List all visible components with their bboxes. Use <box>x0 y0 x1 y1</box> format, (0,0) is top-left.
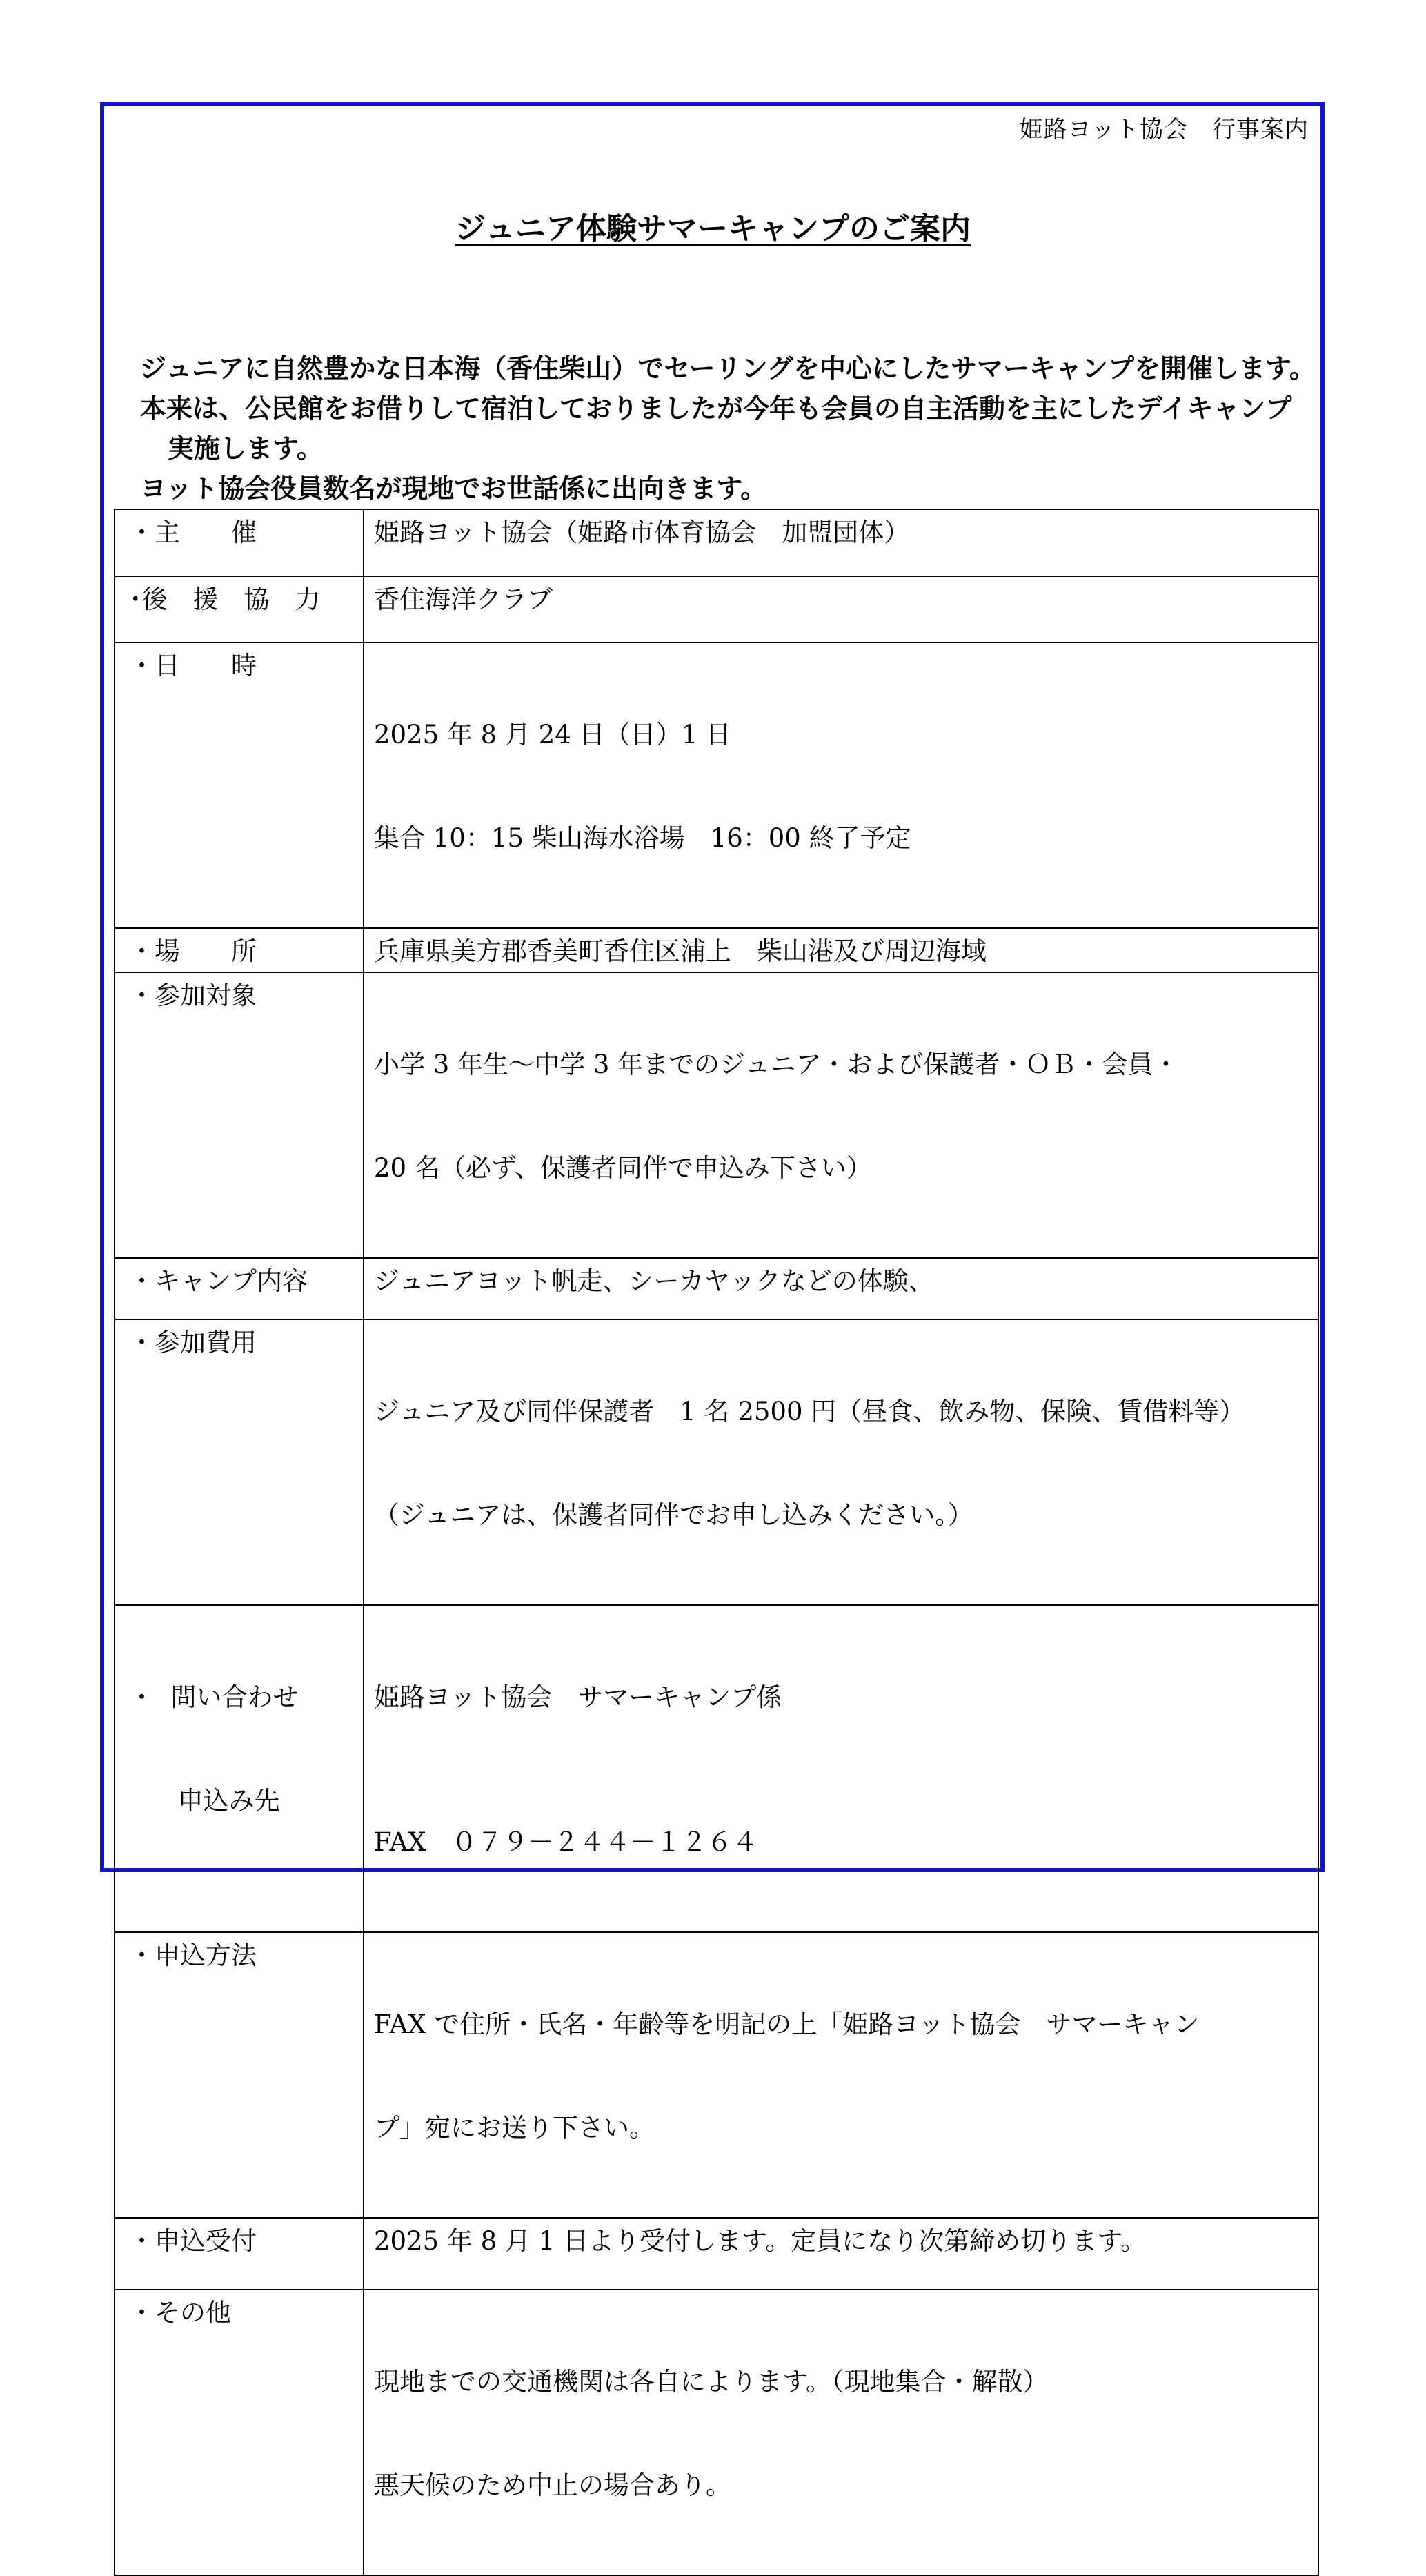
fee-line-1: ジュニア及び同伴保護者 1 名 2500 円（昼食、飲み物、保険、賃借料等） <box>374 1397 1245 1426</box>
reception-value: 2025 年 8 月 1 日より受付します。定員になり次第締め切ります。 <box>364 2218 1318 2290</box>
contact-organization: 姫路ヨット協会 サマーキャンプ係 <box>374 1682 782 1712</box>
row-contact <box>115 1605 1318 1932</box>
contact-label <box>115 1605 364 1932</box>
contact-label-line-2: 申込み先 <box>129 1786 280 1816</box>
organizer-value: 姫路ヨット協会（姫路市体育協会 加盟団体） <box>364 509 1318 576</box>
row-datetime <box>115 642 1318 928</box>
fee-line-2: （ジュニアは、保護者同伴でお申し込みください。） <box>374 1500 973 1530</box>
row-support <box>115 576 1318 642</box>
intro-line-4: ヨット協会役員数名が現地でお世話係に出向きます。 <box>140 473 767 504</box>
content-label: ・キャンプ内容 <box>115 1258 364 1319</box>
place-value: 兵庫県美方郡香美町香住区浦上 柴山港及び周辺海域 <box>364 928 1318 972</box>
intro-line-3: 実施します。 <box>168 433 323 464</box>
contact-value <box>364 1605 1318 1932</box>
datetime-label: ・日 時 <box>115 642 364 928</box>
event-details-table <box>114 509 1319 2576</box>
method-label: ・申込方法 <box>115 1932 364 2218</box>
org-event-tag: 姫路ヨット協会 行事案内 <box>1019 116 1309 144</box>
row-eligibility <box>115 972 1318 1258</box>
organizer-label: ・主 催 <box>115 509 364 576</box>
datetime-date: 2025 年 8 月 24 日（日）1 日 <box>374 720 731 749</box>
datetime-value <box>364 642 1318 928</box>
support-label: ･後 援 協 力 <box>115 576 364 642</box>
eligibility-value <box>364 972 1318 1258</box>
row-other <box>115 2290 1318 2575</box>
row-reception <box>115 2218 1318 2290</box>
method-line-1: FAX で住所・氏名・年齢等を明記の上「姫路ヨット協会 サマーキャン <box>374 2009 1200 2039</box>
other-line-2: 悪天候のため中止の場合あり。 <box>374 2470 731 2500</box>
contact-fax-number: FAX ０７９－２４４－１２６４ <box>374 1827 758 1857</box>
place-label: ・場 所 <box>115 928 364 972</box>
fee-value <box>364 1319 1318 1605</box>
row-organizer <box>115 509 1318 576</box>
intro-paragraph <box>140 348 1316 509</box>
eligibility-label: ・参加対象 <box>115 972 364 1258</box>
fee-label: ・参加費用 <box>115 1319 364 1605</box>
method-value <box>364 1932 1318 2218</box>
reception-label: ・申込受付 <box>115 2218 364 2290</box>
other-value <box>364 2290 1318 2575</box>
row-method <box>115 1932 1318 2218</box>
intro-line-1: ジュニアに自然豊かな日本海（香住柴山）でセーリングを中心にしたサマーキャンプを開催します。 <box>140 353 1316 384</box>
support-value: 香住海洋クラブ <box>364 576 1318 642</box>
document-title-text: ジュニア体験サマーキャンプのご案内 <box>455 211 971 246</box>
content-value: ジュニアヨット帆走、シーカヤックなどの体験、 <box>364 1258 1318 1319</box>
eligibility-line-1: 小学 3 年生～中学 3 年までのジュニア・および保護者・ＯＢ・会員・ <box>374 1050 1179 1079</box>
other-label: ・その他 <box>115 2290 364 2575</box>
other-line-1: 現地までの交通機関は各自によります。（現地集合・解散） <box>374 2367 1049 2397</box>
method-line-2: プ」宛にお送り下さい。 <box>374 2113 655 2143</box>
document-title <box>0 204 1426 248</box>
contact-label-line-1: ・ 問い合わせ <box>129 1682 299 1712</box>
intro-line-2: 本来は、公民館をお借りして宿泊しておりましたが今年も会員の自主活動を主にしたデイキャンプ <box>140 393 1292 424</box>
row-fee <box>115 1319 1318 1605</box>
datetime-time: 集合 10：15 柴山海水浴場 16：00 終了予定 <box>374 823 911 853</box>
eligibility-line-2: 20 名（必ず、保護者同伴で申込み下さい） <box>374 1153 872 1183</box>
row-content <box>115 1258 1318 1319</box>
row-place <box>115 928 1318 972</box>
